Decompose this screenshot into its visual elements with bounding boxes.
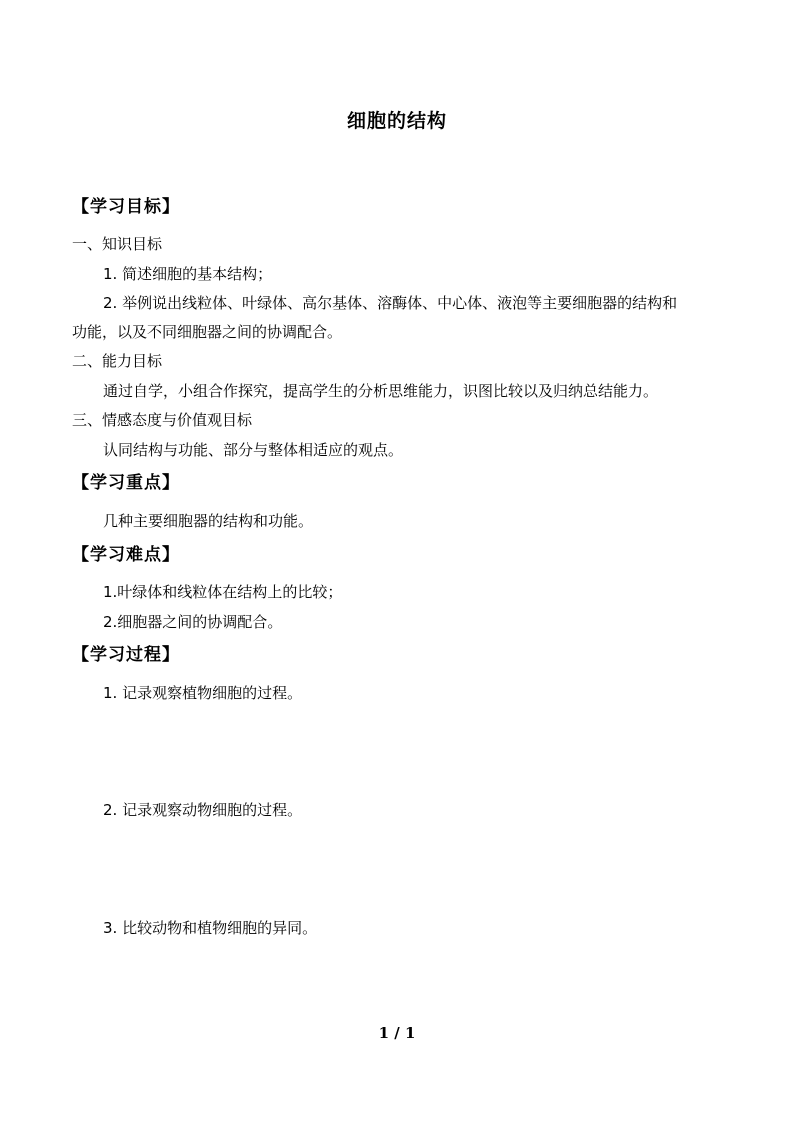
process-heading: 【学习过程】 <box>72 645 180 665</box>
knowledge-item-1: 1. 简述细胞的基本结构； <box>103 265 273 283</box>
knowledge-item-2-line-2: 功能，以及不同细胞器之间的协调配合。 <box>72 323 343 341</box>
process-item-3: 3. 比较动物和植物细胞的异同。 <box>103 919 318 937</box>
knowledge-heading: 一、知识目标 <box>72 235 163 253</box>
emotion-text: 认同结构与功能、部分与整体相适应的观点。 <box>103 441 404 459</box>
key-points-heading: 【学习重点】 <box>72 473 180 493</box>
page-number: 1 / 1 <box>378 1024 416 1042</box>
emotion-heading: 三、情感态度与价值观目标 <box>72 411 253 429</box>
process-item-1: 1. 记录观察植物细胞的过程。 <box>103 684 303 702</box>
difficulty-item-2: 2.细胞器之间的协调配合。 <box>103 613 283 631</box>
key-points-text: 几种主要细胞器的结构和功能。 <box>103 512 314 530</box>
difficulty-item-1: 1.叶绿体和线粒体在结构上的比较； <box>103 583 343 601</box>
difficulty-heading: 【学习难点】 <box>72 545 180 565</box>
document-title: 细胞的结构 <box>346 110 447 132</box>
knowledge-item-2-line-1: 2. 举例说出线粒体、叶绿体、高尔基体、溶酶体、中心体、液泡等主要细胞器的结构和 <box>103 294 678 312</box>
ability-heading: 二、能力目标 <box>72 352 163 370</box>
process-item-2: 2. 记录观察动物细胞的过程。 <box>103 801 303 819</box>
objectives-heading: 【学习目标】 <box>72 197 180 217</box>
ability-text: 通过自学，小组合作探究，提高学生的分析思维能力，识图比较以及归纳总结能力。 <box>103 382 659 400</box>
